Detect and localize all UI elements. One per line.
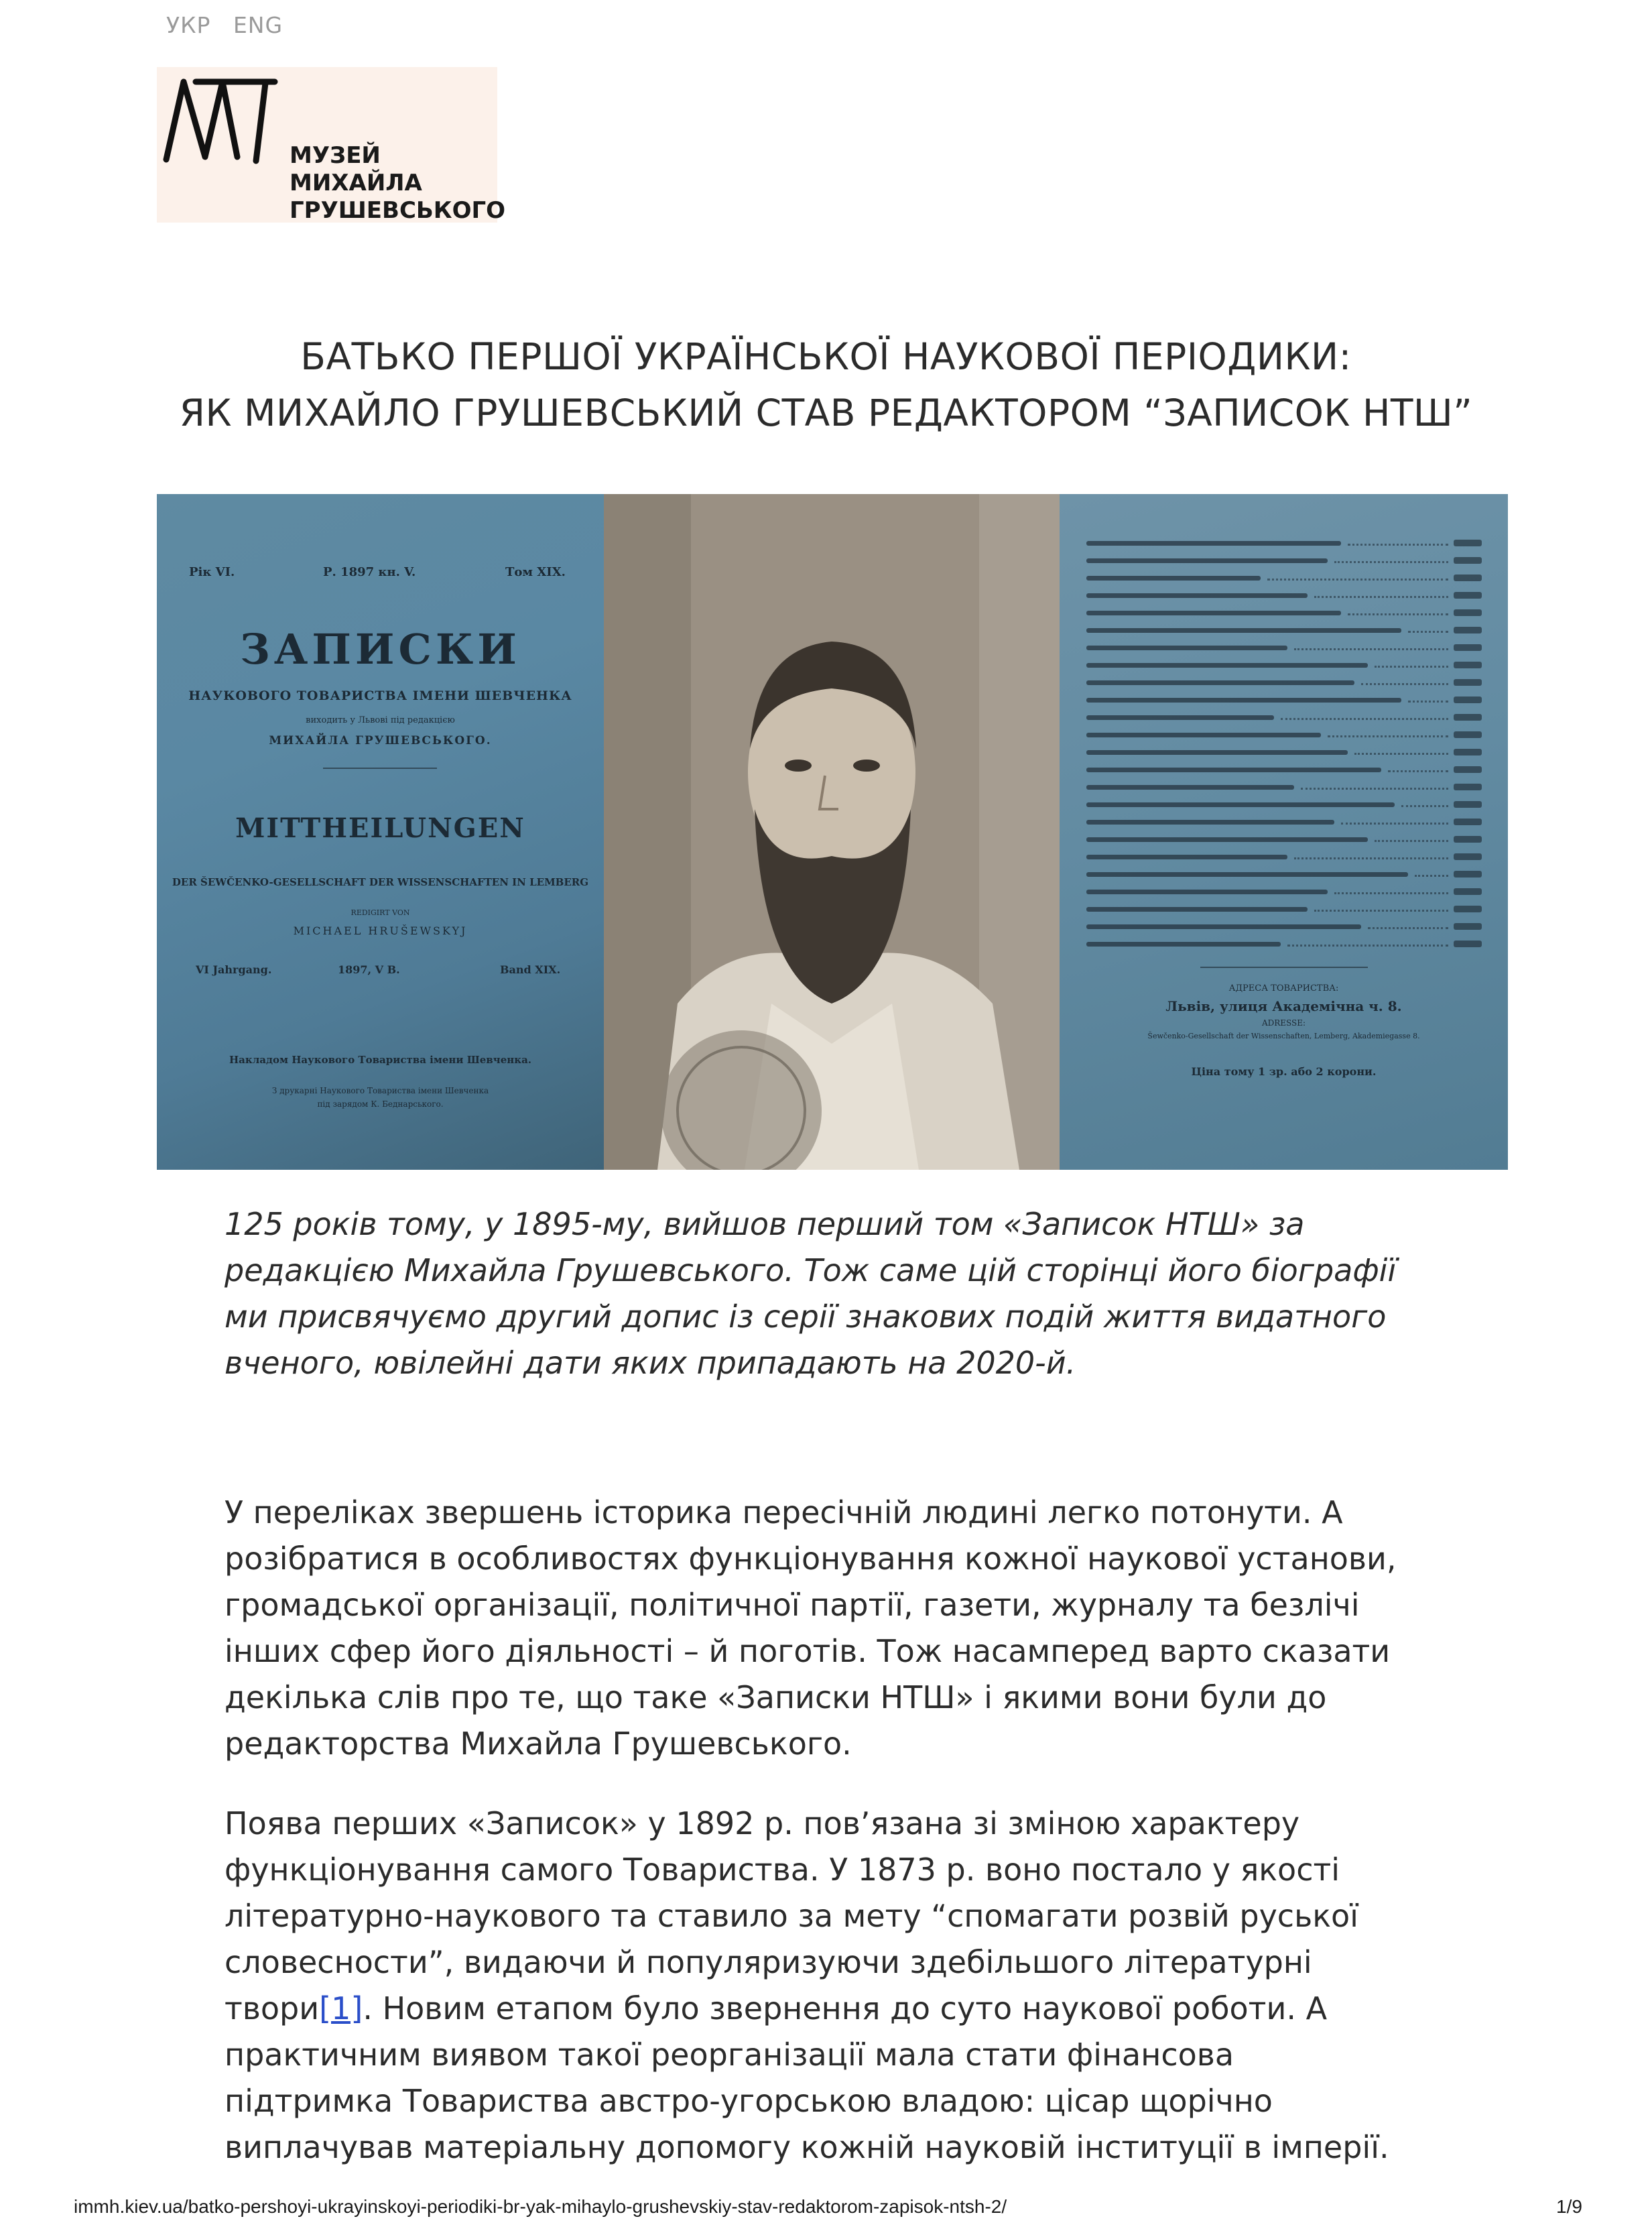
cover-volume: Том XIX. <box>505 565 566 579</box>
portrait-photo <box>604 494 1060 1170</box>
paragraph-line: практичним виявом такої реорганізації мала стати фінансова <box>225 2037 1234 2073</box>
cover-issue: Р. 1897 кн. V. <box>323 565 416 579</box>
body-paragraph-2 <box>225 1801 1484 2171</box>
back-cover-address: Львів, улиця Академічна ч. 8. <box>1165 998 1402 1014</box>
cover-divider <box>323 768 437 769</box>
cover-society: НАУКОВОГО ТОВАРИСТВА ІМЕНИ ШЕВЧЕНКА <box>188 688 572 703</box>
lang-ukr-link[interactable]: УКР <box>166 12 211 38</box>
cover-jahrgang: VI Jahrgang. <box>196 963 272 976</box>
paragraph-line: функціонування самого Товариства. У 1873 р. воно постало у якості <box>225 1852 1340 1888</box>
paragraph-line: розібратися в особливостях функціонування кожної наукової установи, <box>225 1540 1397 1577</box>
cover-year-de: 1897, V B. <box>338 963 400 976</box>
paragraph-line: У переліках звершень історика пересічній людині легко потонути. А <box>225 1494 1343 1530</box>
journal-cover <box>157 494 604 1170</box>
cover-printer-2: під зарядом К. Беднарського. <box>317 1099 444 1109</box>
cover-gesellschaft: DER ŠEWČENKO-GESELLSCHAFT DER WISSENSCHAFTEN IN LEMBERG <box>172 876 589 888</box>
paragraph-line: інших сфер його діяльності – й поготів. Тож насамперед варто сказати <box>225 1633 1391 1669</box>
paragraph-line: підтримка Товариства австро-угорською владою: цісар щорічно <box>225 2083 1273 2119</box>
page-title-line-1: БАТЬКО ПЕРШОЇ УКРАЇНСЬКОЇ НАУКОВОЇ ПЕРІОДИКИ: <box>300 335 1352 378</box>
cover-publisher: Накладом Наукового Товариства імени Шевченка. <box>229 1054 532 1066</box>
cover-band: Band XIX. <box>500 963 561 976</box>
page-title <box>0 328 1652 441</box>
paragraph-line: редакторства Михайла Грушевського. <box>225 1726 852 1762</box>
museum-logo-text <box>290 142 505 225</box>
cover-redigirt: REDIGIRT VON <box>351 908 410 917</box>
paragraph-line: декілька слів про те, що таке «Записки НТШ» і якими вони були до <box>225 1679 1327 1715</box>
back-cover-address-head: АДРЕСА ТОВАРИСТВА: <box>1228 983 1339 993</box>
paragraph-line: Поява перших «Записок» у 1892 р. пов’язана зі зміною характеру <box>225 1805 1300 1841</box>
body-paragraph-1 <box>225 1490 1484 1767</box>
paragraph-line-with-footnote <box>225 1986 1484 2032</box>
lead-line: ми присвячуємо другий допис із серії знакових подій життя видатного <box>225 1298 1387 1335</box>
back-cover-divider <box>1200 967 1368 968</box>
paragraph-text: твори <box>225 1990 320 2027</box>
back-cover-address-de: Šewčenko-Gesellschaft der Wissenschaften, Lemberg, Akademiegasse 8. <box>1147 1032 1420 1040</box>
lead-line: вченого, ювілейні дати яких припадають на 2020-й. <box>225 1345 1076 1381</box>
footnote-link-1[interactable]: [1] <box>319 1990 363 2027</box>
lead-line: 125 років тому, у 1895-му, вийшов перший том «Записок НТШ» за <box>225 1206 1305 1242</box>
cover-printer: З друкарні Наукового Товариства імени Шевченка <box>271 1086 489 1095</box>
journal-back-cover <box>1060 494 1508 1170</box>
back-cover-price: Ціна тому 1 зр. або 2 корони. <box>1191 1065 1377 1078</box>
print-footer-page-number: 1/9 <box>1556 2196 1582 2217</box>
paragraph-line: виплачував матеріальну допомогу кожній науковій інституції в імперії. <box>225 2129 1389 2165</box>
cover-editor: МИХАЙЛА ГРУШЕВСЬКОГО. <box>269 734 492 747</box>
cover-michael: MICHAEL HRUŠEWSKYJ <box>293 924 468 937</box>
print-footer-url: immh.kiev.ua/batko-pershoyi-ukrayinskoyi-periodiki-br-yak-mihaylo-grushevskiy-stav-redaktorom-zapisok-ntsh-2/ <box>74 2196 1007 2217</box>
paragraph-line: літературно-наукового та ставило за мету “спомагати розвій руської <box>225 1898 1358 1934</box>
lead-line: редакцією Михайла Грушевського. Тож саме цій сторінці його біографії <box>225 1252 1397 1288</box>
museum-logo-mark <box>157 67 291 223</box>
paragraph-line: словесности”, видаючи й популяризуючи здебільшого літературні <box>225 1944 1312 1980</box>
lead-paragraph <box>225 1201 1471 1386</box>
logo-line-3: ГРУШЕВСЬКОГО <box>290 197 506 224</box>
museum-logo[interactable] <box>157 67 506 224</box>
paragraph-line: громадської організації, політичної партії, газети, журналу та безлічі <box>225 1587 1360 1623</box>
paragraph-text: . Новим етапом було звернення до суто наукової роботи. А <box>363 1990 1328 2027</box>
portrait-illustration <box>604 494 1060 1170</box>
language-switcher <box>166 12 298 38</box>
logo-line-1: МУЗЕЙ <box>290 142 381 169</box>
cover-mitt: MITTHEILUNGEN <box>235 812 525 844</box>
back-cover-adresse-label: ADRESSE: <box>1261 1018 1306 1028</box>
cover-main-title: ЗАПИСКИ <box>240 625 521 674</box>
lang-eng-link[interactable]: ENG <box>233 12 283 38</box>
cover-subtitle: виходить у Львові під редакцією <box>306 715 455 725</box>
hero-image <box>157 494 1508 1170</box>
cover-year: Рік VI. <box>189 565 235 579</box>
page-title-line-2: ЯК МИХАЙЛО ГРУШЕВСЬКИЙ СТАВ РЕДАКТОРОМ “ЗАПИСОК НТШ” <box>179 391 1473 434</box>
logo-line-2: МИХАЙЛА <box>290 170 422 196</box>
